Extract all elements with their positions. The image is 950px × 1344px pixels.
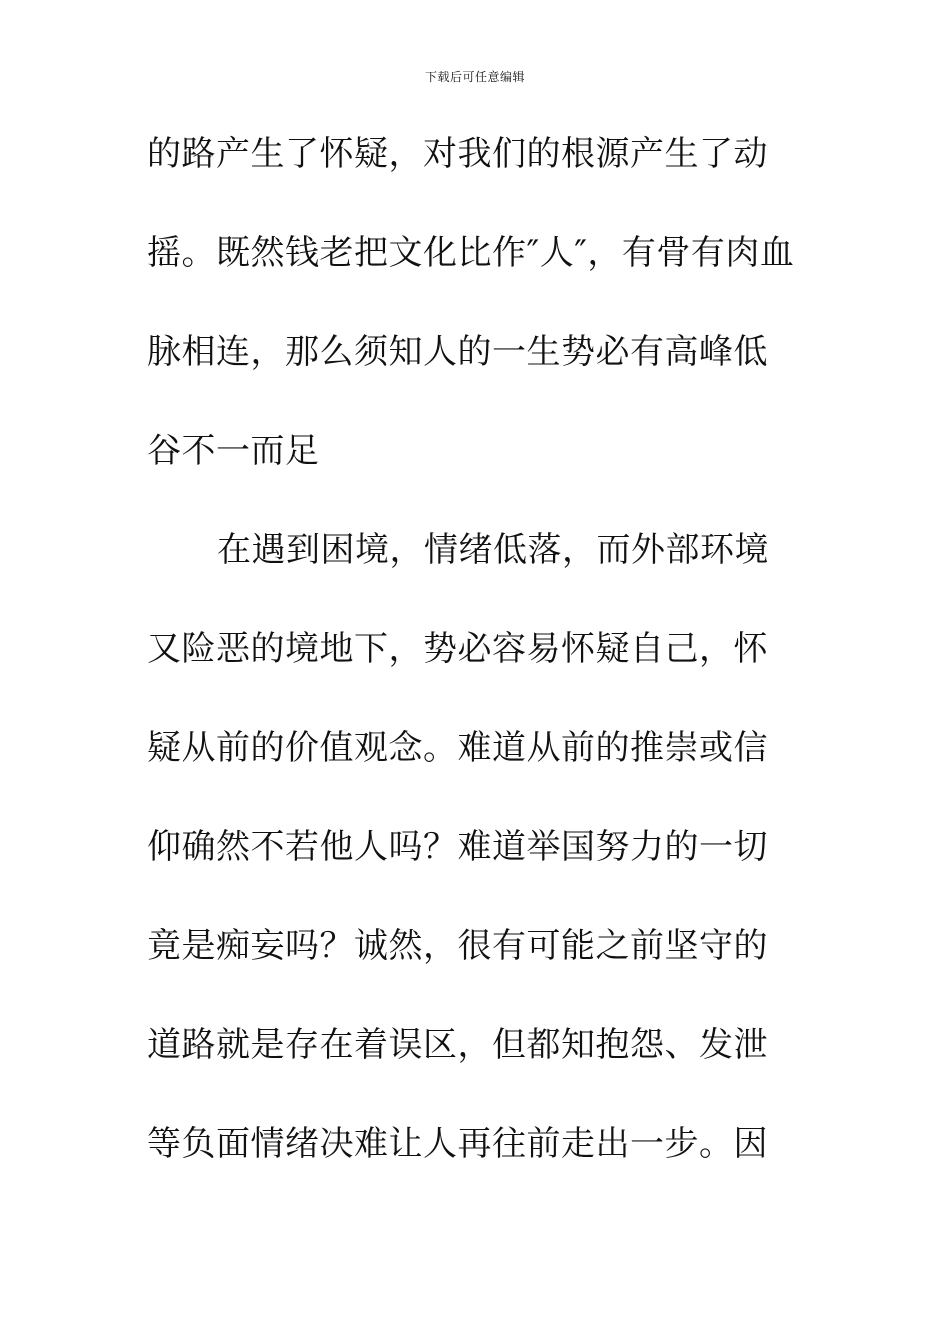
text-line: 脉相连，那么须知人的一生势必有高峰低 [147,332,768,372]
text-line: 谷不一而足 [147,431,320,471]
text-line: 又险恶的境地下，势必容易怀疑自己，怀 [147,629,768,669]
text-line: 疑从前的价值观念。难道从前的推崇或信 [147,728,768,768]
text-line: 仰确然不若他人吗？难道举国努力的一切 [147,827,768,867]
text-line: 的路产生了怀疑，对我们的根源产生了动 [147,134,768,174]
text-line: 道路就是存在着误区，但都知抱怨、发泄 [147,1025,768,1065]
page-header: 下载后可任意编辑 [424,70,525,84]
text-line: 等负面情绪决难让人再往前走出一步。因 [147,1124,768,1164]
text-line: 摇。既然钱老把文化比作″人″，有骨有肉血 [147,233,795,273]
paragraph-first-line: 在遇到困境，情绪低落，而外部环境 [217,530,769,570]
text-line: 竟是痴妄吗？诚然，很有可能之前坚守的 [147,926,768,966]
